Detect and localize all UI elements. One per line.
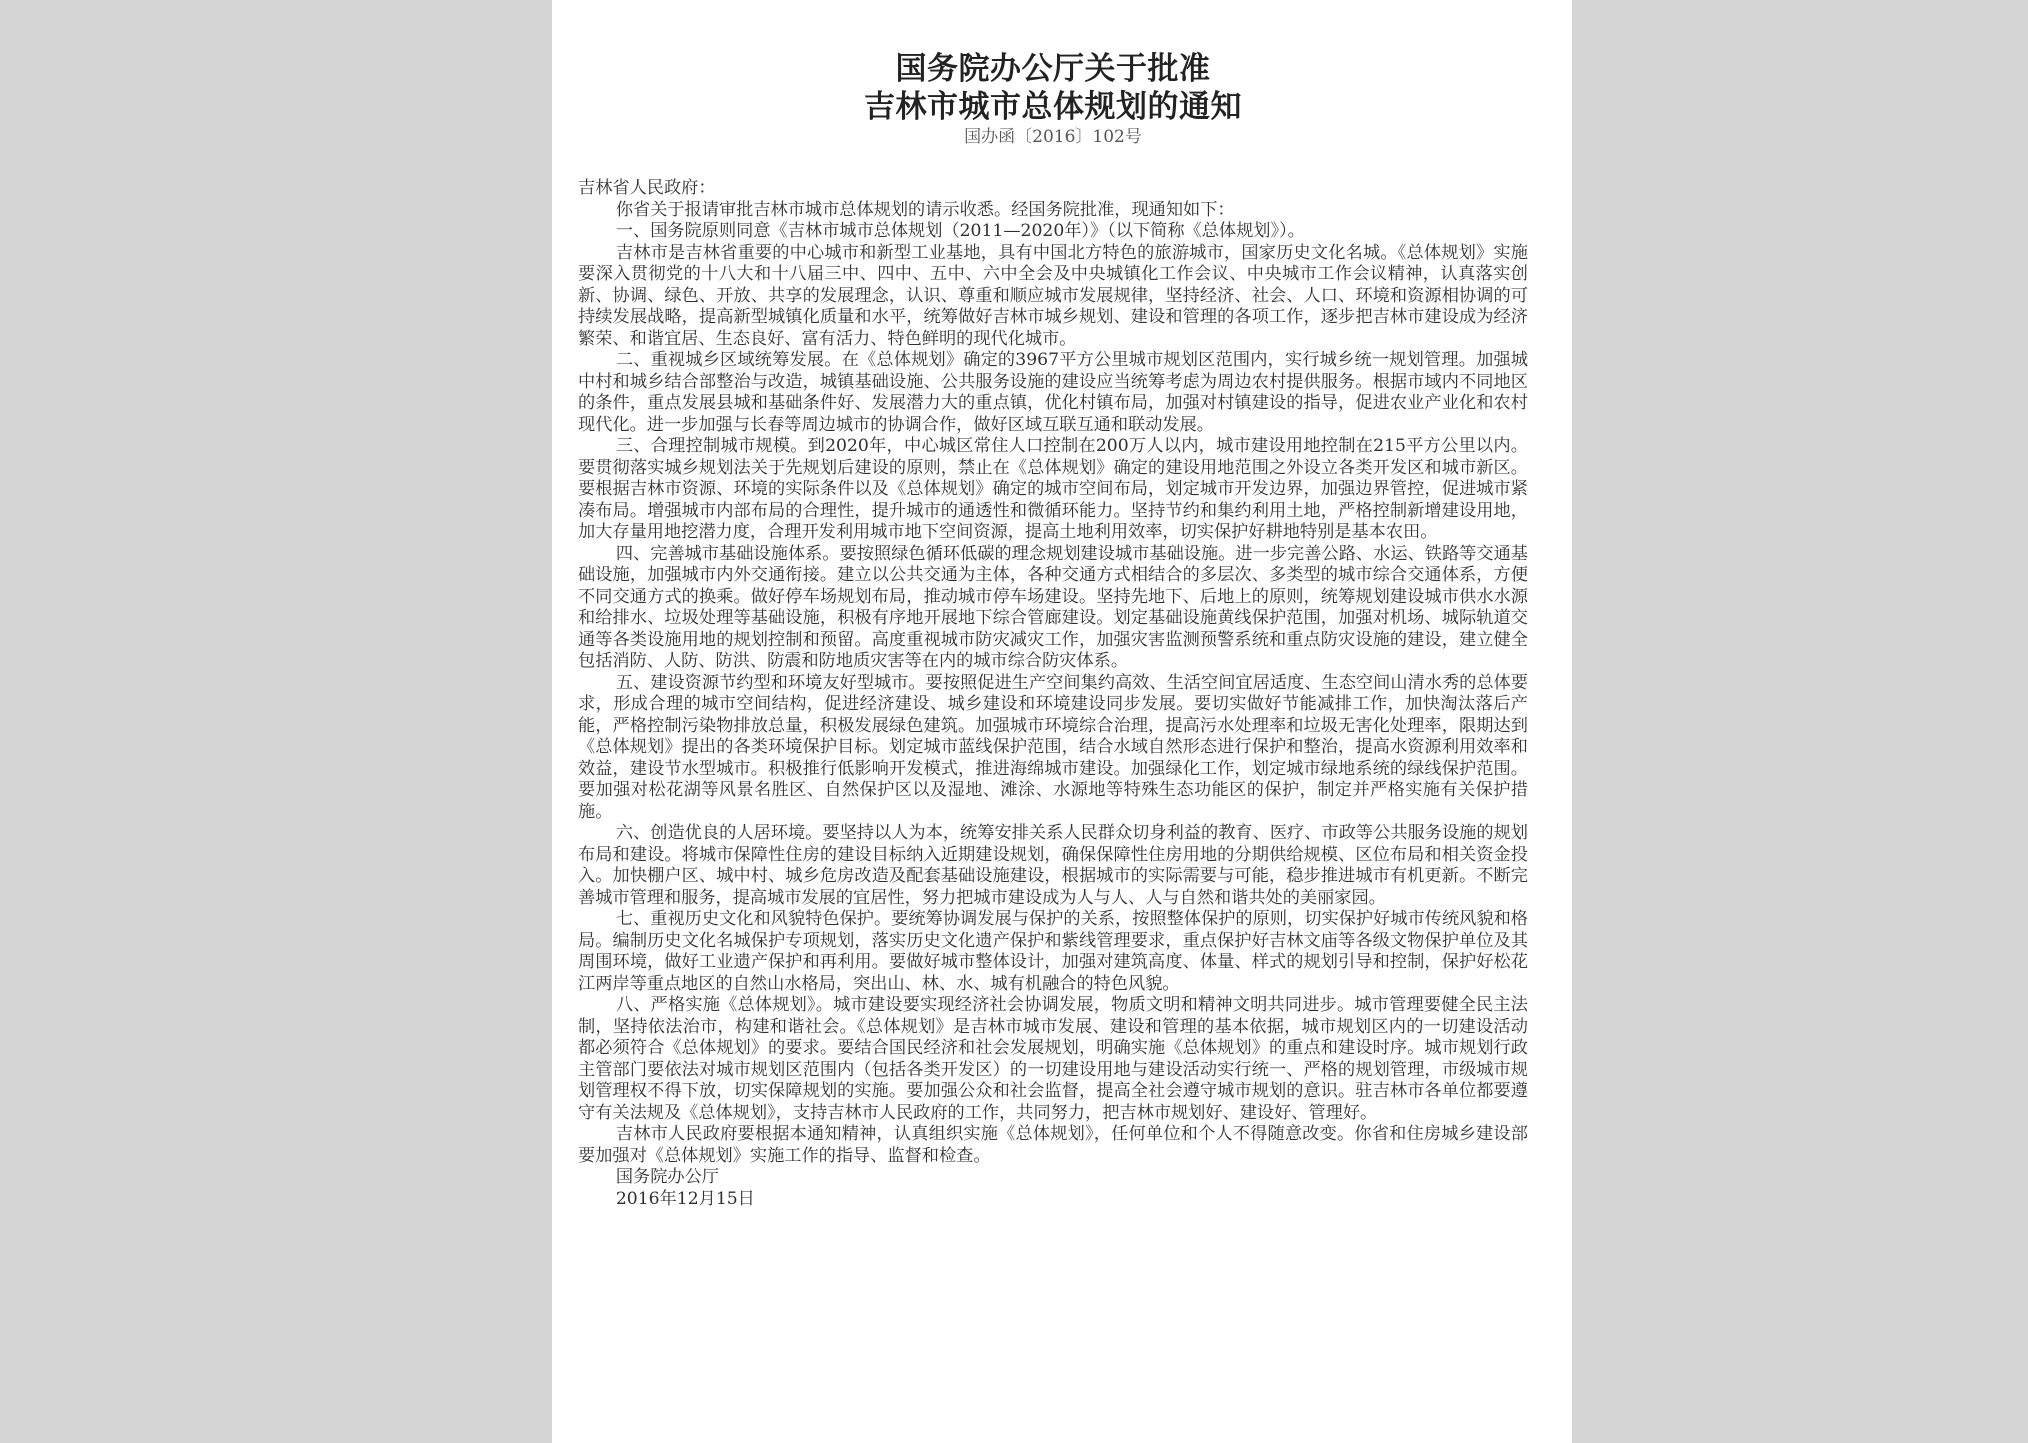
document-title bbox=[578, 50, 1528, 126]
paragraph: 三、合理控制城市规模。到2020年，中心城区常住人口控制在200万人以内，城市建设用地控制在215平方公里以内。要贯彻落实城乡规划法关于先规划后建设的原则，禁止在《总体规划》确定的建设用地范围之外设立各类开发区和城市新区。要根据吉林市资源、环境的实际条件以及《总体规划》确定的城市空间布局，划定城市开发边界，加强边界管控，促进城市紧凑布局。增强城市内部布局的合理性，提升城市的通透性和微循环能力。坚持节约和集约利用土地，严格控制新增建设用地，加大存量用地挖潜力度，合理开发利用城市地下空间资源，提高土地利用效率，切实保护好耕地特别是基本农田。 bbox=[578, 436, 1528, 542]
title-line-1: 国务院办公厅关于批准 bbox=[895, 51, 1211, 87]
paragraph: 六、创造优良的人居环境。要坚持以人为本，统筹安排关系人民群众切身利益的教育、医疗、市政等公共服务设施的规划布局和建设。将城市保障性住房的建设目标纳入近期建设规划，确保保障性住房用地的分期供给规模、区位布局和相关资金投入。加快棚户区、城中村、城乡危房改造及配套基础设施建设，根据城市的实际需要与可能，稳步推进城市有机更新。不断完善城市管理和服务，提高城市发展的宜居性，努力把城市建设成为人与人、人与自然和谐共处的美丽家园。 bbox=[578, 823, 1528, 908]
document-body bbox=[578, 178, 1528, 1210]
paragraph: 吉林市是吉林省重要的中心城市和新型工业基地，具有中国北方特色的旅游城市，国家历史文化名城。《总体规划》实施要深入贯彻党的十八大和十八届三中、四中、五中、六中全会及中央城镇化工作会议、中央城市工作会议精神，认真落实创新、协调、绿色、开放、共享的发展理念，认识、尊重和顺应城市发展规律，坚持经济、社会、人口、环境和资源相协调的可持续发展战略，提高新型城镇化质量和水平，统筹做好吉林市城乡规划、建设和管理的各项工作，逐步把吉林市建设成为经济繁荣、和谐宜居、生态良好、富有活力、特色鲜明的现代化城市。 bbox=[578, 242, 1528, 349]
paragraph: 吉林市人民政府要根据本通知精神，认真组织实施《总体规划》，任何单位和个人不得随意改变。你省和住房城乡建设部要加强对《总体规划》实施工作的指导、监督和检查。 bbox=[578, 1124, 1528, 1166]
title-line-2: 吉林市城市总体规划的通知 bbox=[864, 89, 1242, 125]
paragraph: 七、重视历史文化和风貌特色保护。要统筹协调发展与保护的关系，按照整体保护的原则，切实保护好城市传统风貌和格局。编制历史文化名城保护专项规划，落实历史文化遗产保护和紫线管理要求，重点保护好吉林文庙等各级文物保护单位及其周围环境，做好工业遗产保护和再利用。要做好城市整体设计，加强对建筑高度、体量、样式的规划引导和控制，保护好松花江两岸等重点地区的自然山水格局，突出山、林、水、城有机融合的特色风貌。 bbox=[578, 909, 1528, 994]
document-date: 2016年12月15日 bbox=[615, 1188, 755, 1209]
salutation: 吉林省人民政府： bbox=[578, 178, 716, 198]
signature: 国务院办公厅 bbox=[615, 1167, 719, 1187]
paragraph: 八、严格实施《总体规划》。城市建设要实现经济社会协调发展，物质文明和精神文明共同进步。城市管理要健全民主法制，坚持依法治市，构建和谐社会。《总体规划》是吉林市城市发展、建设和管理的基本依据，城市规划区内的一切建设活动都必须符合《总体规划》的要求。要结合国民经济和社会发展规划，明确实施《总体规划》的重点和建设时序。城市规划行政主管部门要依法对城市规划区范围内（包括各类开发区）的一切建设用地与建设活动实行统一、严格的规划管理，市级城市规划管理权不得下放，切实保障规划的实施。要加强公众和社会监督，提高全社会遵守城市规划的意识。驻吉林市各单位都要遵守有关法规及《总体规划》，支持吉林市人民政府的工作，共同努力，把吉林市规划好、建设好、管理好。 bbox=[578, 995, 1528, 1123]
paragraph: 四、完善城市基础设施体系。要按照绿色循环低碳的理念规划建设城市基础设施。进一步完善公路、水运、铁路等交通基础设施，加强城市内外交通衔接。建立以公共交通为主体，各种交通方式相结合的多层次、多类型的城市综合交通体系，方便不同交通方式的换乘。做好停车场规划布局，推动城市停车场建设。坚持先地下、后地上的原则，统筹规划建设城市供水水源和给排水、垃圾处理等基础设施，积极有序地开展地下综合管廊建设。划定基础设施黄线保护范围，加强对机场、城际轨道交通等各类设施用地的规划控制和预留。高度重视城市防灾减灾工作，加强灾害监测预警系统和重点防灾设施的建设，建立健全包括消防、人防、防洪、防震和防地质灾害等在内的城市综合防灾体系。 bbox=[578, 543, 1528, 671]
paragraph: 一、国务院原则同意《吉林市城市总体规划（2011—2020年）》（以下简称《总体规划》）。 bbox=[615, 221, 1305, 241]
document-page bbox=[552, 0, 1572, 1443]
paragraph: 五、建设资源节约型和环境友好型城市。要按照促进生产空间集约高效、生活空间宜居适度、生态空间山清水秀的总体要求，形成合理的城市空间结构，促进经济建设、城乡建设和环境建设同步发展。要切实做好节能减排工作，加快淘汰落后产能，严格控制污染物排放总量，积极发展绿色建筑。加强城市环境综合治理，提高污水处理率和垃圾无害化处理率，限期达到《总体规划》提出的各类环境保护目标。划定城市蓝线保护范围，结合水域自然形态进行保护和整治，提高水资源利用效率和效益，建设节水型城市。积极推行低影响开发模式，推进海绵城市建设。加强绿化工作，划定城市绿地系统的绿线保护范围。要加强对松花湖等风景名胜区、自然保护区以及湿地、滩涂、水源地等特殊生态功能区的保护，制定并严格实施有关保护措施。 bbox=[578, 672, 1528, 822]
document-number: 国办函〔2016〕102号 bbox=[964, 127, 1142, 147]
paragraph: 你省关于报请审批吉林市城市总体规划的请示收悉。经国务院批准，现通知如下： bbox=[615, 199, 1235, 220]
paragraph: 二、重视城乡区域统筹发展。在《总体规划》确定的3967平方公里城市规划区范围内，实行城乡统一规划管理。加强城中村和城乡结合部整治与改造，城镇基础设施、公共服务设施的建设应当统筹考虑为周边农村提供服务。根据市域内不同地区的条件，重点发展县城和基础条件好、发展潜力大的重点镇，优化村镇布局，加强对村镇建设的指导，促进农业产业化和农村现代化。进一步加强与长春等周边城市的协调合作，做好区域互联互通和联动发展。 bbox=[578, 350, 1528, 435]
